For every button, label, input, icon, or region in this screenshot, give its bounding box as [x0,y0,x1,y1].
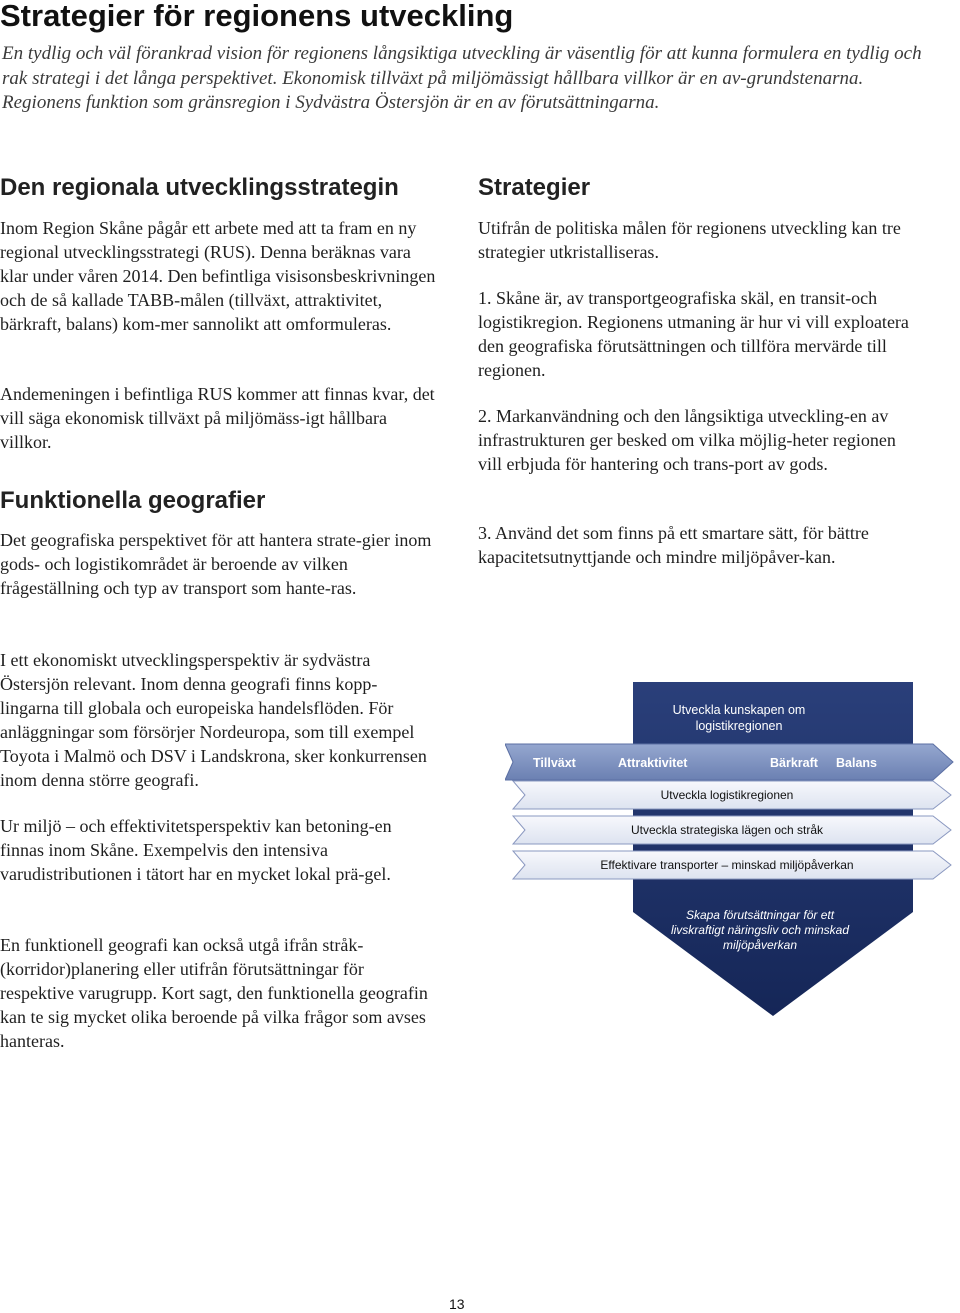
strategies-intro: Utifrån de politiska målen för regionens utveckling kan tre strategier utkristalliseras. [478,218,901,262]
rus-paragraph-2: Andemeningen i befintliga RUS kommer att finnas kvar, det vill säga ekonomisk tillväxt på miljömäss-igt hållbara villkor. [0,384,435,452]
row-label-1: Utveckla logistikregionen [660,788,794,802]
geo-paragraph-4: En funktionell geografi kan också utgå ifrån stråk-(korridor)planering eller utifrån förutsättningar för respektive varugrupp. Kort sagt, den funktionella geografin kan te sig mycket olika beroende på vilka frågor som avses hanteras. [0,935,428,1051]
row-label-3: Effektivare transporter – minskad miljöpåverkan [600,858,854,872]
strategy-diagram [505,678,955,1020]
band-label-tillvaxt: Tillväxt [533,756,576,770]
diagram-bottom-line-3: miljöpåverkan [722,938,798,952]
page-number: 13 [449,1296,465,1312]
diagram-top-line-2: logistikregionen [695,719,783,733]
strategy-1: 1. Skåne är, av transportgeografiska skäl, en transit-och logistikregion. Regionens utmaning är hur vi vill exploatera den geografiska förutsättningen och tillföra mervärde till regionen. [478,288,909,380]
intro-paragraph: En tydlig och väl förankrad vision för regionens långsiktiga utveckling är väsentlig för att kunna formulera en tydlig och rak strategi i det långa perspektivet. Ekonomisk tillväxt på miljömässigt hållbara villkor är en av-grundstenarna. Regionens funktion som gränsregion i Sydvästra Östersjön är en av förutsättningarna. [2,43,922,113]
row-label-2: Utveckla strategiska lägen och stråk [630,823,824,837]
band-label-barkraft: Bärkraft [770,756,818,770]
page-title: Strategier för regionens utveckling [0,0,514,33]
band-label-balans: Balans [836,756,877,770]
diagram-top-line-1: Utveckla kunskapen om [672,703,806,717]
geo-heading: Funktionella geografier [0,487,266,514]
diagram-bottom-line-1: Skapa förutsättningar för ett [685,908,835,922]
rus-paragraph-1: Inom Region Skåne pågår ett arbete med att ta fram en ny regional utvecklingsstrategi (RUS). Denna beräknas vara klar under våren 2014. Den befintliga visisonsbeskrivningen och de så kallade TABB-målen (tillväxt, attraktivitet, bärkraft, balans) kom-mer sannolikt att omformuleras. [0,218,436,334]
rus-heading: Den regionala utvecklingsstrategin [0,174,399,201]
strategy-3: 3. Använd det som finns på ett smartare sätt, för bättre kapacitetsutnyttjande och mindre miljöpåver-kan. [478,523,869,567]
strategies-heading: Strategier [478,174,591,201]
diagram-bottom-line-2: livskraftigt näringsliv och minskad [670,923,850,937]
geo-paragraph-1: Det geografiska perspektivet för att hantera strate-gier inom gods- och logistikområdet är beroende av vilken frågeställning och typ av transport som hante-ras. [0,530,432,598]
geo-paragraph-2: I ett ekonomiskt utvecklingsperspektiv är sydvästra Östersjön relevant. Inom denna geografi finns kopp-lingarna till globala och europeiska handelsflöden. För anläggningar som försörjer Nordeuropa, som till exempel Toyota i Malmö och DSV i Landskrona, sker konkurrensen inom denna större geografi. [0,650,427,790]
geo-paragraph-3: Ur miljö – och effektivitetsperspektiv kan betoning-en finnas inom Skåne. Exempelvis den intensiva varudistributionen i tätort har en mycket lokal prä-gel. [0,816,392,884]
strategy-2: 2. Markanvändning och den långsiktiga utveckling-en av infrastrukturen ger besked om vilka möjlig-heter regionen vill erbjuda för hantering och trans-port av gods. [478,406,896,474]
band-label-attraktivitet: Attraktivitet [618,756,688,770]
